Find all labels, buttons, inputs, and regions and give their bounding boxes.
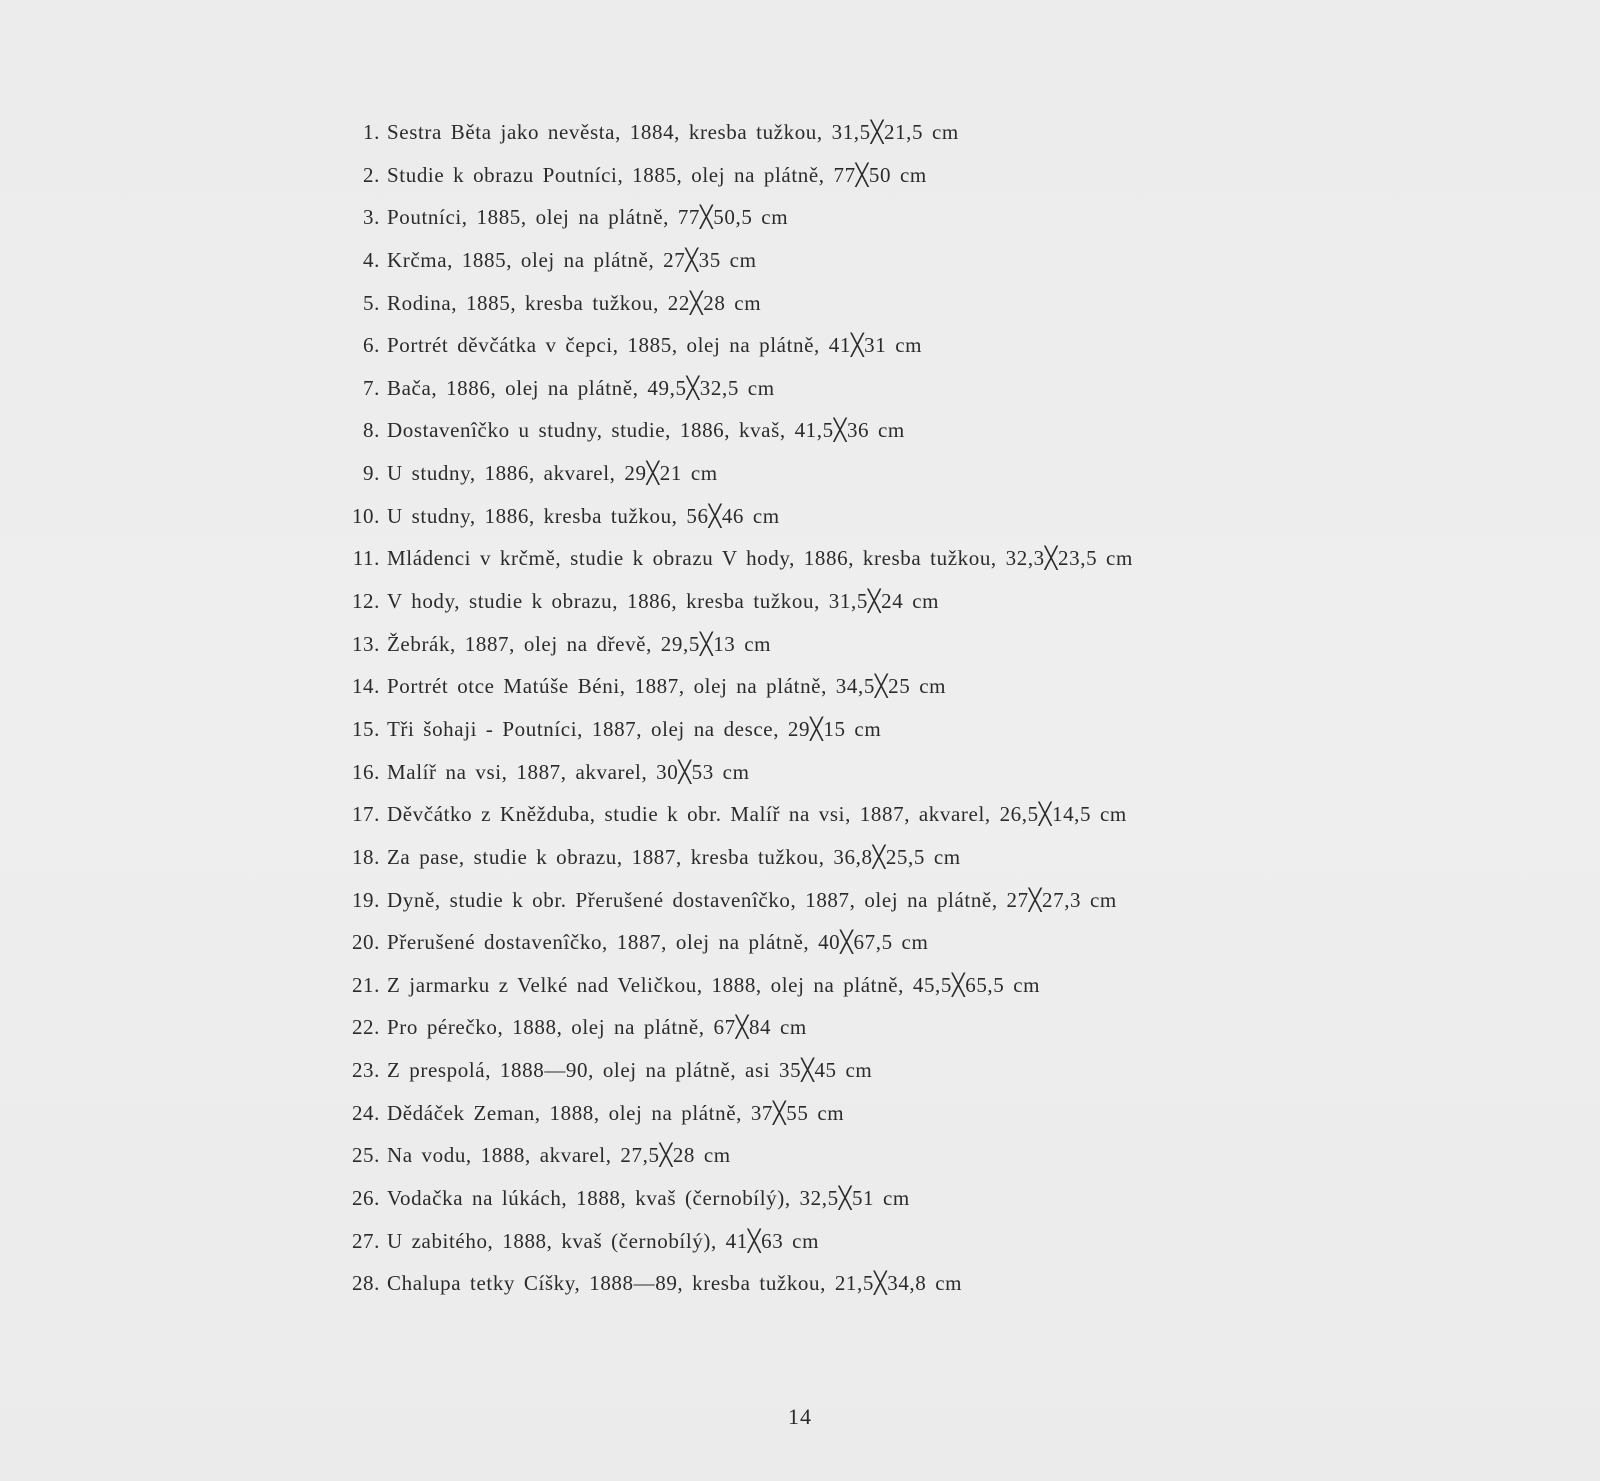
list-item bbox=[330, 758, 1330, 786]
list-item bbox=[330, 1141, 1330, 1169]
item-number: 3. bbox=[363, 205, 380, 230]
list-item bbox=[330, 331, 1330, 359]
list-item bbox=[330, 459, 1330, 487]
item-text: Portrét otce Matúše Béni, 1887, olej na plátně, 34,5╳25 cm bbox=[387, 674, 947, 699]
list-item bbox=[330, 928, 1330, 956]
list-item bbox=[330, 161, 1330, 189]
item-number: 15. bbox=[351, 716, 380, 741]
item-text: Portrét děvčátka v čepci, 1885, olej na plátně, 41╳31 cm bbox=[387, 333, 923, 358]
item-number: 16. bbox=[351, 759, 380, 784]
item-text: Pro pérečko, 1888, olej na plátně, 67╳84 cm bbox=[387, 1015, 807, 1040]
item-number: 2. bbox=[363, 162, 380, 187]
list-item bbox=[330, 289, 1330, 317]
item-number: 20. bbox=[351, 930, 380, 955]
item-text: Za pase, studie k obrazu, 1887, kresba tužkou, 36,8╳25,5 cm bbox=[387, 844, 961, 869]
item-number: 4. bbox=[363, 247, 380, 272]
item-text: Z prespolá, 1888—90, olej na plátně, asi 35╳45 cm bbox=[387, 1058, 873, 1083]
item-number: 6. bbox=[363, 333, 380, 358]
item-text: Malíř na vsi, 1887, akvarel, 30╳53 cm bbox=[387, 759, 750, 784]
item-text: Dědáček Zeman, 1888, olej na plátně, 37╳55 cm bbox=[387, 1100, 845, 1125]
item-text: Dostavenîčko u studny, studie, 1886, kvaš, 41,5╳36 cm bbox=[387, 418, 905, 443]
item-number: 18. bbox=[351, 844, 380, 869]
item-text: Mládenci v krčmě, studie k obrazu V hody, 1886, kresba tužkou, 32,3╳23,5 cm bbox=[387, 546, 1133, 571]
list-item bbox=[330, 672, 1330, 700]
item-number: 22. bbox=[351, 1015, 380, 1040]
item-text: Krčma, 1885, olej na plátně, 27╳35 cm bbox=[387, 247, 757, 272]
item-text: Rodina, 1885, kresba tužkou, 22╳28 cm bbox=[387, 290, 762, 315]
list-item bbox=[330, 118, 1330, 146]
list-item bbox=[330, 630, 1330, 658]
item-number: 13. bbox=[351, 631, 380, 656]
item-number: 24. bbox=[351, 1100, 380, 1125]
item-number: 28. bbox=[351, 1271, 380, 1296]
page-number: 14 bbox=[788, 1404, 812, 1429]
item-number: 25. bbox=[351, 1143, 380, 1168]
item-text: Chalupa tetky Cíšky, 1888—89, kresba tužkou, 21,5╳34,8 cm bbox=[387, 1271, 963, 1296]
list-item bbox=[330, 1013, 1330, 1041]
list-item bbox=[330, 1184, 1330, 1212]
item-text: Dyně, studie k obr. Přerušené dostavenîčko, 1887, olej na plátně, 27╳27,3 cm bbox=[387, 887, 1117, 912]
item-text: Žebrák, 1887, olej na dřevě, 29,5╳13 cm bbox=[387, 631, 772, 656]
item-text: Přerušené dostavenîčko, 1887, olej na plátně, 40╳67,5 cm bbox=[387, 930, 929, 955]
list-item bbox=[330, 374, 1330, 402]
item-text: Děvčátko z Kněžduba, studie k obr. Malíř na vsi, 1887, akvarel, 26,5╳14,5 cm bbox=[387, 802, 1127, 827]
list-item bbox=[330, 416, 1330, 444]
item-number: 8. bbox=[363, 418, 380, 443]
item-number: 11. bbox=[352, 546, 380, 571]
item-number: 14. bbox=[351, 674, 380, 699]
item-text: U studny, 1886, kresba tužkou, 56╳46 cm bbox=[387, 503, 780, 528]
item-number: 5. bbox=[363, 290, 380, 315]
list-item bbox=[330, 587, 1330, 615]
item-text: Bača, 1886, olej na plátně, 49,5╳32,5 cm bbox=[387, 375, 775, 400]
list-item bbox=[330, 971, 1330, 999]
list-item bbox=[330, 246, 1330, 274]
item-text: Sestra Běta jako nevěsta, 1884, kresba tužkou, 31,5╳21,5 cm bbox=[387, 120, 959, 144]
item-number: 1. bbox=[363, 120, 380, 144]
list-item bbox=[330, 843, 1330, 871]
list-item bbox=[330, 1056, 1330, 1084]
item-number: 23. bbox=[351, 1058, 380, 1083]
item-text: Studie k obrazu Poutníci, 1885, olej na plátně, 77╳50 cm bbox=[387, 162, 927, 187]
item-text: Tři šohaji - Poutníci, 1887, olej na desce, 29╳15 cm bbox=[387, 716, 882, 741]
item-text: Na vodu, 1888, akvarel, 27,5╳28 cm bbox=[387, 1143, 731, 1168]
list-item bbox=[330, 502, 1330, 530]
item-text: U studny, 1886, akvarel, 29╳21 cm bbox=[387, 461, 718, 486]
item-text: V hody, studie k obrazu, 1886, kresba tužkou, 31,5╳24 cm bbox=[387, 589, 940, 614]
list-item bbox=[330, 544, 1330, 572]
list-item bbox=[330, 715, 1330, 743]
artwork-list bbox=[330, 118, 1330, 1312]
list-item bbox=[330, 1099, 1330, 1127]
list-item bbox=[330, 1227, 1330, 1255]
item-number: 7. bbox=[363, 375, 380, 400]
item-text: Z jarmarku z Velké nad Veličkou, 1888, olej na plátně, 45,5╳65,5 cm bbox=[387, 972, 1041, 997]
list-item bbox=[330, 203, 1330, 231]
item-number: 17. bbox=[351, 802, 380, 827]
item-number: 19. bbox=[351, 887, 380, 912]
item-number: 26. bbox=[351, 1186, 380, 1211]
list-item bbox=[330, 1269, 1330, 1297]
item-text: U zabitého, 1888, kvaš (černobílý), 41╳63 cm bbox=[387, 1228, 820, 1253]
list-item bbox=[330, 886, 1330, 914]
item-number: 27. bbox=[351, 1228, 380, 1253]
list-item bbox=[330, 800, 1330, 828]
item-number: 9. bbox=[363, 461, 380, 486]
item-text: Vodačka na lúkách, 1888, kvaš (černobílý), 32,5╳51 cm bbox=[387, 1186, 910, 1211]
item-number: 21. bbox=[351, 972, 380, 997]
item-number: 12. bbox=[351, 589, 380, 614]
item-number: 10. bbox=[351, 503, 380, 528]
item-text: Poutníci, 1885, olej na plátně, 77╳50,5 cm bbox=[387, 205, 789, 230]
